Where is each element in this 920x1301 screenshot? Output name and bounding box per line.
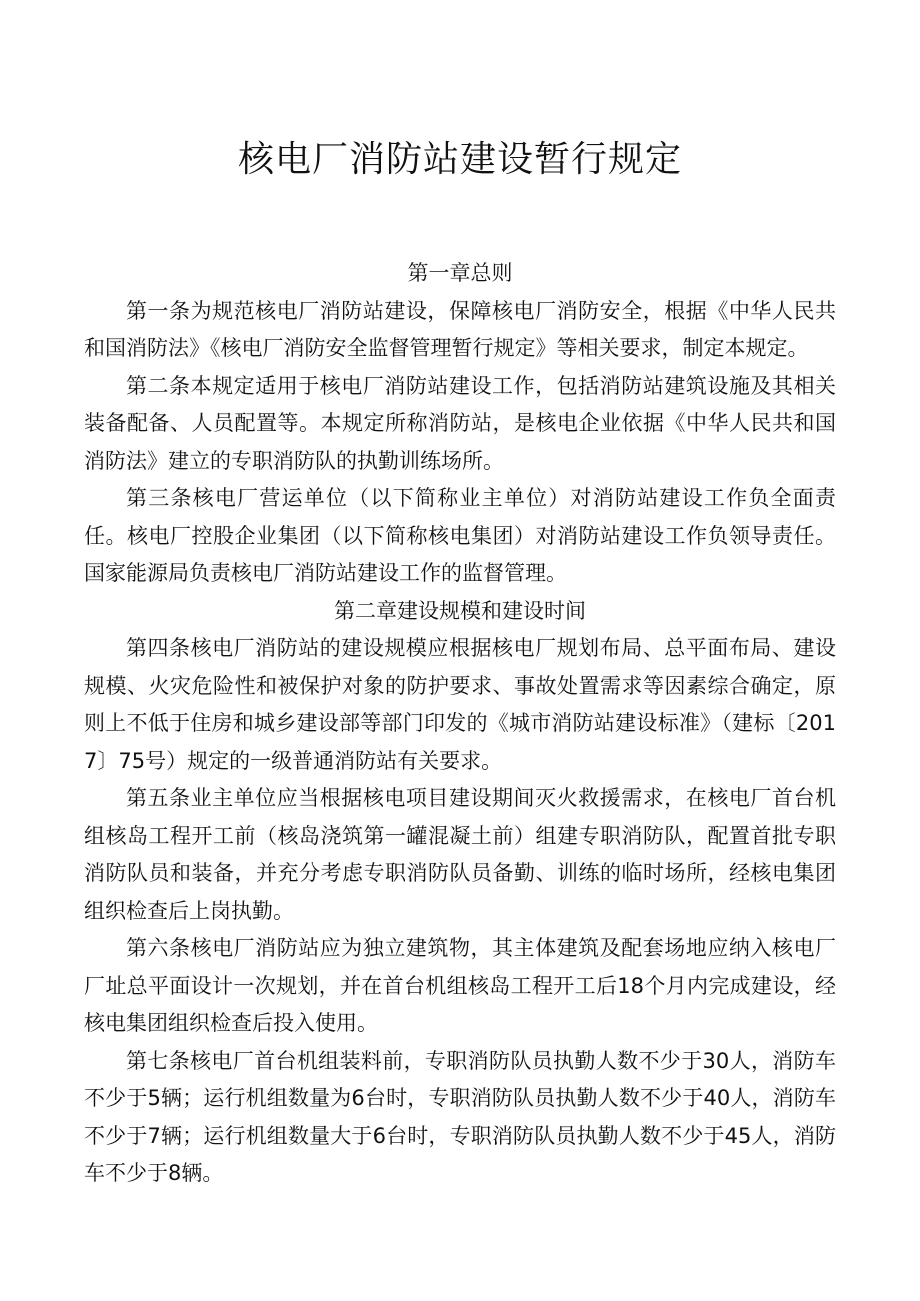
document-body xyxy=(84,255,836,1193)
article-2: 第二条本规定适用于核电厂消防站建设工作，包括消防站建筑设施及其相关装备配备、人员配置等。本规定所称消防站，是核电企业依据《中华人民共和国消防法》建立的专职消防队的执勤训练场所。 xyxy=(84,373,836,473)
article-3: 第三条核电厂营运单位（以下简称业主单位）对消防站建设工作负全面责任。核电厂控股企业集团（以下简称核电集团）对消防站建设工作负领导责任。国家能源局负责核电厂消防站建设工作的监督管理。 xyxy=(84,486,836,585)
chapter-heading-1: 第一章总则 xyxy=(407,261,513,285)
document-title: 核电厂消防站建设暂行规定 xyxy=(237,139,682,180)
article-4: 第四条核电厂消防站的建设规模应根据核电厂规划布局、总平面布局、建设规模、火灾危险性和被保护对象的防护要求、事故处置需求等因素综合确定，原则上不低于住房和城乡建设部等部门印发的《城市消防站建设标准》（建标〔2017〕75号）规定的一级普通消防站有关要求。 xyxy=(84,636,836,773)
chapter-heading-2: 第二章建设规模和建设时间 xyxy=(334,598,586,623)
article-7: 第七条核电厂首台机组装料前，专职消防队员执勤人数不少于30人，消防车不少于5辆；运行机组数量为6台时，专职消防队员执勤人数不少于40人，消防车不少于7辆；运行机组数量大于6台时，专职消防队员执勤人数不少于45人，消防车不少于8辆。 xyxy=(84,1048,836,1185)
article-5: 第五条业主单位应当根据核电项目建设期间灭火救援需求，在核电厂首台机组核岛工程开工前（核岛浇筑第一罐混凝土前）组建专职消防队，配置首批专职消防队员和装备，并充分考虑专职消防队员备勤、训练的临时场所，经核电集团组织检查后上岗执勤。 xyxy=(84,786,836,923)
article-6: 第六条核电厂消防站应为独立建筑物，其主体建筑及配套场地应纳入核电厂厂址总平面设计一次规划，并在首台机组核岛工程开工后18个月内完成建设，经核电集团组织检查后投入使用。 xyxy=(84,936,836,1035)
article-1: 第一条为规范核电厂消防站建设，保障核电厂消防安全，根据《中华人民共和国消防法》《核电厂消防安全监督管理暂行规定》等相关要求，制定本规定。 xyxy=(84,298,836,360)
